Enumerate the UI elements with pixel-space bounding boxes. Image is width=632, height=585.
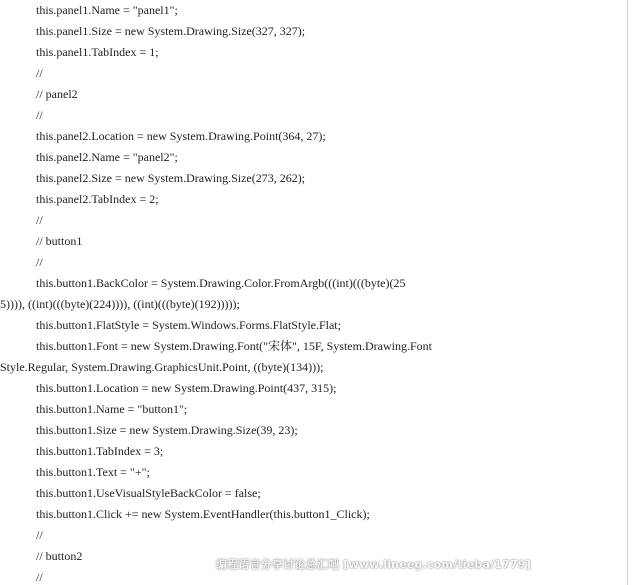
code-line-17: this.button1.Font = new System.Drawing.Font("宋体", 15F, System.Drawing.Font bbox=[0, 339, 432, 353]
code-line-26: // bbox=[0, 528, 43, 542]
code-line-11: // bbox=[0, 213, 43, 227]
code-line-2: this.panel1.Size = new System.Drawing.Size(327, 327); bbox=[0, 24, 306, 38]
code-line-20: this.button1.Name = "button1"; bbox=[0, 402, 188, 416]
code-line-24: this.button1.UseVisualStyleBackColor = false; bbox=[0, 486, 261, 500]
code-line-5: // panel2 bbox=[0, 87, 78, 101]
code-line-8: this.panel2.Name = "panel2"; bbox=[0, 150, 178, 164]
code-line-28: // bbox=[0, 570, 43, 584]
code-line-18: Style.Regular, System.Drawing.GraphicsUnit.Point, ((byte)(134))); bbox=[0, 360, 324, 374]
watermark-text: 编程语言分享讨论总汇吧 [www.lineeg.com/tieba/1779] bbox=[216, 558, 531, 571]
code-line-10: this.panel2.TabIndex = 2; bbox=[0, 192, 159, 206]
code-line-16: this.button1.FlatStyle = System.Windows.Forms.FlatStyle.Flat; bbox=[0, 318, 341, 332]
code-line-21: this.button1.Size = new System.Drawing.Size(39, 23); bbox=[0, 423, 298, 437]
code-line-9: this.panel2.Size = new System.Drawing.Size(273, 262); bbox=[0, 171, 306, 185]
code-line-13: // bbox=[0, 255, 43, 269]
code-line-12: // button1 bbox=[0, 234, 83, 248]
code-line-4: // bbox=[0, 66, 43, 80]
code-line-23: this.button1.Text = "+"; bbox=[0, 465, 150, 479]
code-line-3: this.panel1.TabIndex = 1; bbox=[0, 45, 159, 59]
code-line-19: this.button1.Location = new System.Drawing.Point(437, 315); bbox=[0, 381, 337, 395]
code-line-7: this.panel2.Location = new System.Drawing.Point(364, 27); bbox=[0, 129, 326, 143]
code-line-22: this.button1.TabIndex = 3; bbox=[0, 444, 164, 458]
code-line-27: // button2 bbox=[0, 549, 83, 563]
code-line-6: // bbox=[0, 108, 43, 122]
code-line-1: this.panel1.Name = "panel1"; bbox=[0, 3, 178, 17]
code-line-15: 5)))), ((int)(((byte)(224)))), ((int)(((byte)(192))))); bbox=[0, 297, 240, 311]
code-line-25: this.button1.Click += new System.EventHandler(this.button1_Click); bbox=[0, 507, 370, 521]
code-line-14: this.button1.BackColor = System.Drawing.Color.FromArgb(((int)(((byte)(25 bbox=[0, 276, 406, 290]
